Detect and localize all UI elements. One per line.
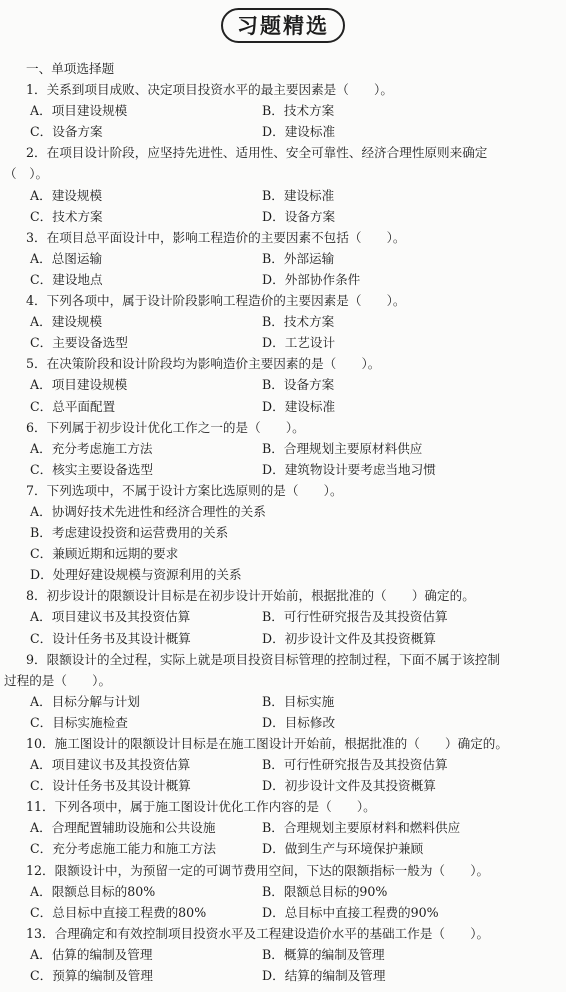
option-row — [0, 522, 566, 543]
option-row — [0, 628, 566, 649]
option-row — [0, 185, 566, 206]
option-row — [0, 775, 566, 796]
option-row — [0, 965, 566, 986]
option-row — [0, 902, 566, 923]
option-D: D．初步设计文件及其投资概算 — [262, 630, 436, 646]
option-B: B．可行性研究报告及其投资估算 — [262, 757, 448, 773]
question-list — [0, 58, 566, 986]
option-C: C．建设地点 — [30, 271, 103, 287]
option-A: A．协调好技术先进性和经济合理性的关系 — [30, 503, 266, 519]
option-row — [0, 438, 566, 459]
question-stem: 1．关系到项目成败、决定项目投资水平的最主要因素是（ ）。 — [26, 82, 393, 98]
option-A: A．充分考虑施工方法 — [30, 440, 153, 456]
question-stem: 4．下列各项中，属于设计阶段影响工程造价的主要因素是（ ）。 — [26, 293, 406, 309]
option-B: B．建设标准 — [262, 187, 335, 203]
option-C: C．设计任务书及其设计概算 — [30, 630, 191, 646]
option-row — [0, 501, 566, 522]
section-heading: 一、单项选择题 — [26, 61, 115, 76]
question-stem: 11．下列各项中，属于施工图设计优化工作内容的是（ ）。 — [26, 799, 376, 815]
option-row — [0, 817, 566, 838]
option-B: B．外部运输 — [262, 250, 335, 266]
option-C: C．目标实施检查 — [30, 714, 128, 730]
option-row — [0, 543, 566, 564]
option-row — [0, 311, 566, 332]
option-C: C．设备方案 — [30, 124, 103, 140]
option-B: B．技术方案 — [262, 314, 335, 330]
option-A: A．总图运输 — [30, 250, 103, 266]
option-D: D．外部协作条件 — [262, 271, 361, 287]
option-A: A．目标分解与计划 — [30, 693, 140, 709]
option-row — [0, 564, 566, 585]
option-B: B．合理规划主要原材料供应 — [262, 440, 423, 456]
option-B: B．可行性研究报告及其投资估算 — [262, 609, 448, 625]
option-A: A．项目建设规模 — [30, 377, 128, 393]
option-row — [0, 754, 566, 775]
option-row — [0, 332, 566, 353]
option-D: D．建筑物设计要考虑当地习惯 — [262, 461, 436, 477]
option-B: B．合理规划主要原材料和燃料供应 — [262, 820, 461, 836]
question-stem: 6．下列属于初步设计优化工作之一的是（ ）。 — [26, 419, 305, 435]
question-stem: 13．合理确定和有效控制项目投资水平及工程建设造价水平的基础工作是（ ）。 — [26, 925, 490, 941]
option-C: C．预算的编制及管理 — [30, 968, 153, 984]
question-stem-continued: 过程的是（ ）。 — [4, 672, 112, 688]
option-row — [0, 269, 566, 290]
page-title-wrap — [0, 8, 566, 43]
option-row — [0, 606, 566, 627]
option-D: D．处理好建设规模与资源利用的关系 — [30, 567, 242, 583]
option-row — [0, 691, 566, 712]
question-stem: 10．施工图设计的限额设计目标是在施工图设计开始前，根据批准的（ ）确定的。 — [26, 736, 508, 751]
option-row — [0, 838, 566, 859]
option-D: D．初步设计文件及其投资概算 — [262, 778, 436, 794]
option-A: A．项目建议书及其投资估算 — [30, 609, 191, 625]
option-B: B．考虑建设投资和运营费用的关系 — [30, 525, 229, 541]
question-stem: 12．限额设计中，为预留一定的可调节费用空间，下达的限额指标一般为（ ）。 — [26, 862, 490, 878]
question-stem-continued: （ ）。 — [4, 166, 49, 182]
option-row — [0, 944, 566, 965]
option-B: B．设备方案 — [262, 377, 335, 393]
option-row — [0, 100, 566, 121]
option-D: D．设备方案 — [262, 208, 336, 224]
option-B: B．目标实施 — [262, 693, 335, 709]
option-B: B．限额总目标的90% — [262, 883, 388, 899]
option-D: D．工艺设计 — [262, 335, 336, 351]
option-A: A．项目建议书及其投资估算 — [30, 757, 191, 773]
option-D: D．总目标中直接工程费的90% — [262, 904, 439, 920]
option-D: D．结算的编制及管理 — [262, 968, 386, 984]
option-row — [0, 459, 566, 480]
option-C: C．核实主要设备选型 — [30, 461, 153, 477]
question-stem: 8．初步设计的限额设计目标是在初步设计开始前，根据批准的（ ）确定的。 — [26, 588, 475, 604]
option-C: C．技术方案 — [30, 208, 103, 224]
option-C: C．充分考虑施工能力和施工方法 — [30, 841, 216, 857]
option-C: C．总平面配置 — [30, 398, 116, 414]
option-B: B．技术方案 — [262, 103, 335, 119]
option-C: C．设计任务书及其设计概算 — [30, 778, 191, 794]
question-stem: 9．限额设计的全过程，实际上就是项目投资目标管理的控制过程，下面不属于该控制 — [26, 651, 500, 667]
option-row — [0, 396, 566, 417]
option-B: B．概算的编制及管理 — [262, 946, 385, 962]
option-row — [0, 248, 566, 269]
option-row — [0, 881, 566, 902]
option-row — [0, 374, 566, 395]
option-D: D．做到生产与环境保护兼顾 — [262, 841, 424, 857]
option-row — [0, 712, 566, 733]
option-A: A．建设规模 — [30, 314, 103, 330]
question-stem: 3．在项目总平面设计中，影响工程造价的主要因素不包括（ ）。 — [26, 229, 406, 245]
question-stem: 7．下列选项中，不属于设计方案比选原则的是（ ）。 — [26, 482, 343, 498]
option-A: A．建设规模 — [30, 187, 103, 203]
option-C: C．总目标中直接工程费的80% — [30, 904, 207, 920]
question-stem: 2．在项目设计阶段，应坚持先进性、适用性、安全可靠性、经济合理性原则来确定 — [26, 145, 488, 161]
option-C: C．主要设备选型 — [30, 335, 128, 351]
option-D: D．目标修改 — [262, 714, 336, 730]
option-row — [0, 206, 566, 227]
question-stem: 5．在决策阶段和设计阶段均为影响造价主要因素的是（ ）。 — [26, 356, 381, 372]
option-A: A．限额总目标的80% — [30, 883, 156, 899]
page-title: 习题精选 — [221, 8, 345, 43]
option-row — [0, 121, 566, 142]
option-D: D．建设标准 — [262, 124, 336, 140]
option-D: D．建设标准 — [262, 398, 336, 414]
option-A: A．合理配置辅助设施和公共设施 — [30, 820, 216, 836]
option-A: A．项目建设规模 — [30, 103, 128, 119]
option-A: A．估算的编制及管理 — [30, 946, 153, 962]
option-C: C．兼顾近期和远期的要求 — [30, 546, 179, 562]
